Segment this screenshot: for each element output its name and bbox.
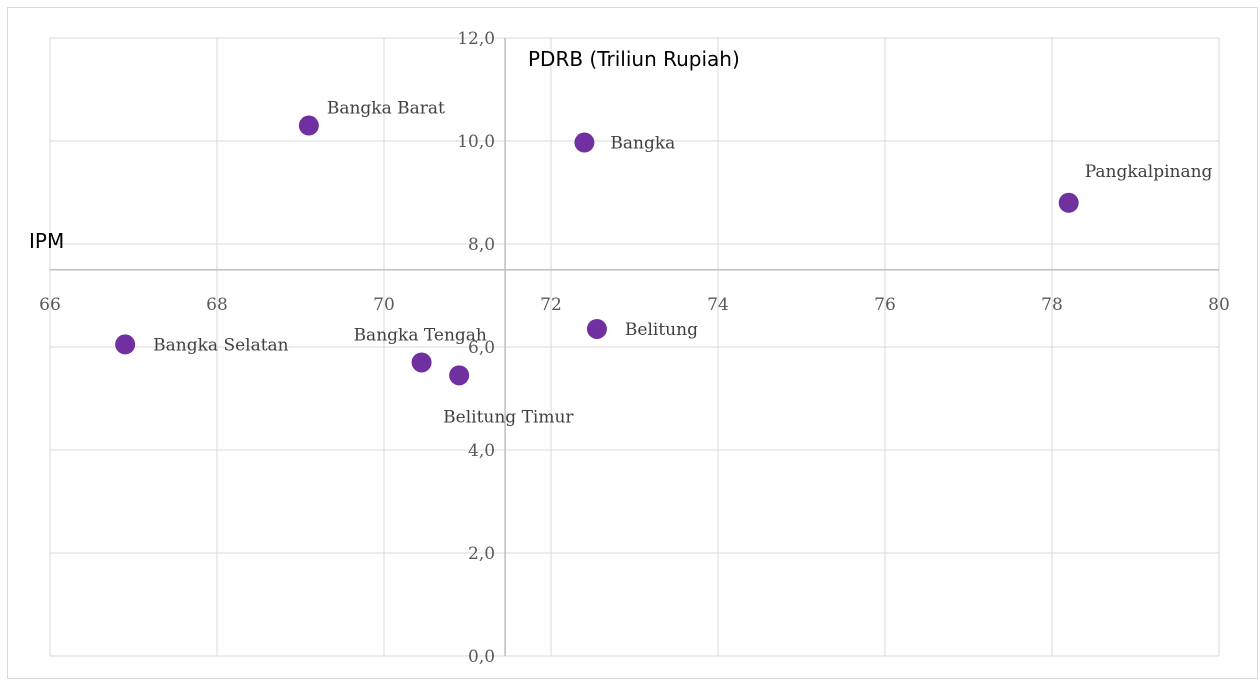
data-label: Bangka Selatan xyxy=(153,335,289,356)
x-tick-label: 68 xyxy=(206,294,228,315)
data-label: Bangka xyxy=(610,133,676,154)
y-tick-label: 2,0 xyxy=(468,544,496,564)
y-tick-label: 4,0 xyxy=(468,441,496,461)
y-tick-label: 0,0 xyxy=(468,647,496,667)
y-axis-title: PDRB (Triliun Rupiah) xyxy=(528,47,740,71)
data-point xyxy=(587,319,607,339)
x-tick-label: 78 xyxy=(1041,294,1063,315)
data-point xyxy=(449,365,469,385)
point-labels xyxy=(153,99,1212,428)
data-label: Bangka Tengah xyxy=(353,325,487,346)
data-point xyxy=(299,116,319,136)
x-tick-label: 70 xyxy=(373,294,395,315)
data-label: Belitung xyxy=(624,319,698,340)
y-tick-label: 8,0 xyxy=(468,235,496,255)
y-tick-label: 6,0 xyxy=(468,338,496,358)
x-tick-label: 66 xyxy=(39,294,61,315)
y-tick-label: 12,0 xyxy=(457,29,496,49)
data-label: Pangkalpinang xyxy=(1084,161,1213,182)
data-point xyxy=(574,133,594,153)
y-tick-label: 10,0 xyxy=(457,132,496,152)
data-label: Bangka Barat xyxy=(326,98,445,119)
x-tick-label: 74 xyxy=(707,294,729,315)
data-point xyxy=(1059,193,1079,213)
x-tick-label: 76 xyxy=(874,294,896,315)
x-tick-label: 80 xyxy=(1208,294,1230,315)
data-point xyxy=(115,334,135,354)
data-point xyxy=(412,352,432,372)
x-axis-title: IPM xyxy=(29,229,65,253)
x-tick-label: 72 xyxy=(540,294,562,315)
data-label: Belitung Timur xyxy=(443,407,574,428)
